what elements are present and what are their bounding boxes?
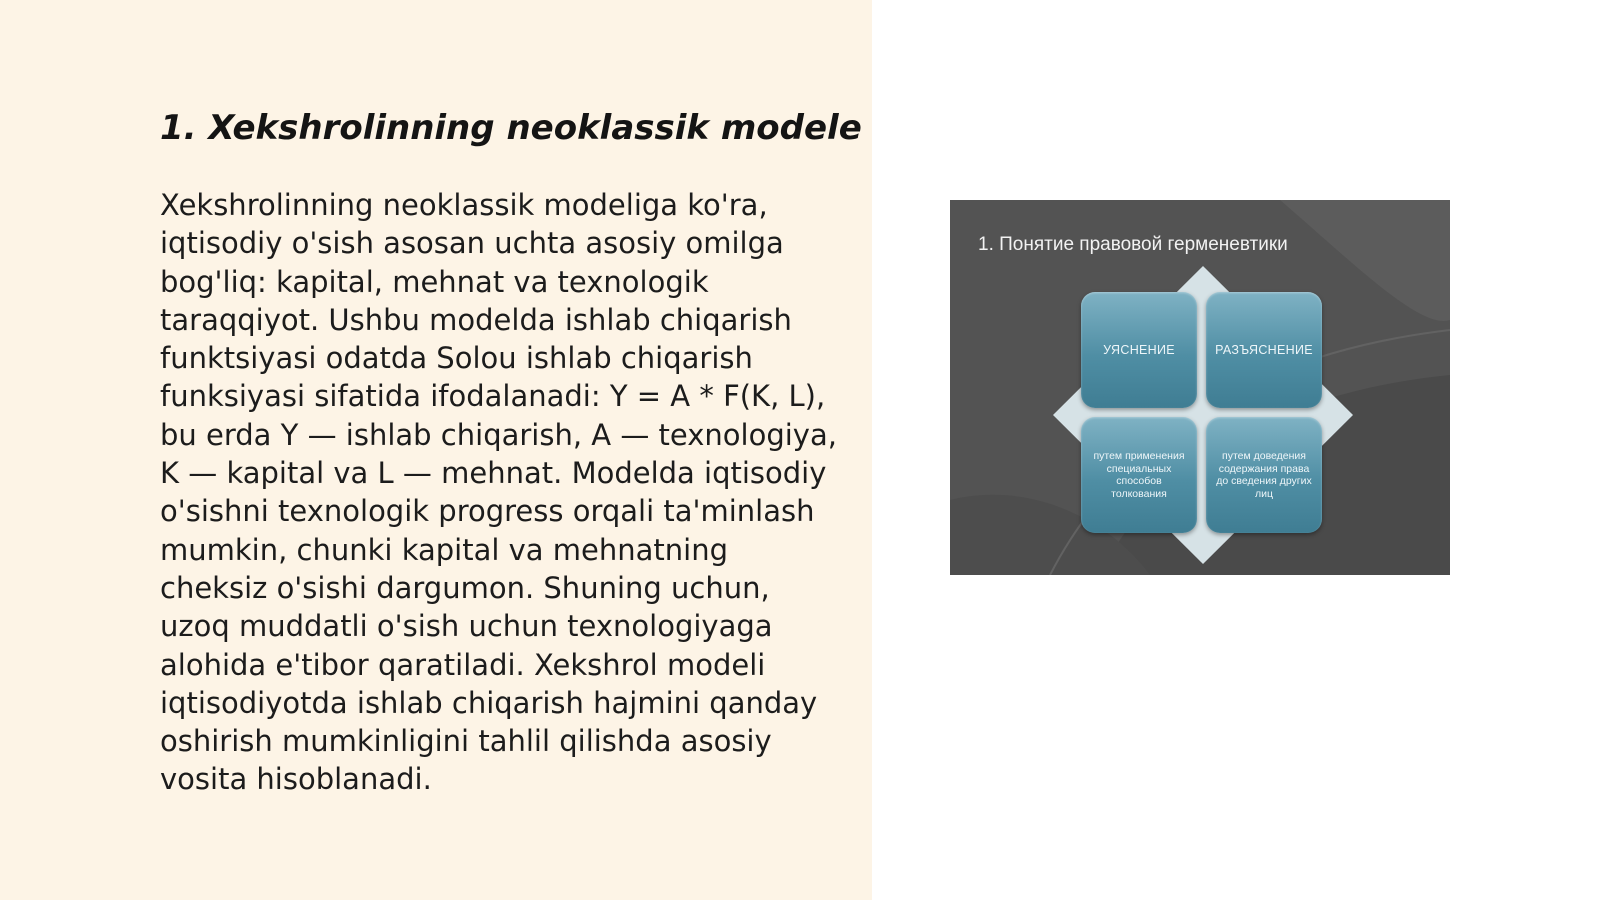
tile-razyasnenie: РАЗЪЯСНЕНИЕ	[1206, 292, 1322, 408]
diagram-image	[950, 200, 1450, 575]
slide-title: 1. Xekshrolinning neoklassik modele	[160, 108, 862, 148]
diagram-background	[950, 200, 1450, 575]
tile-inform-others: путем доведения содержания права до сведения других лиц	[1206, 417, 1322, 533]
tile-special-methods: путем применения специальных способов толкования	[1081, 417, 1197, 533]
tile-uyasnenie: УЯСНЕНИЕ	[1081, 292, 1197, 408]
diagram-title: 1. Понятие правовой герменевтики	[978, 234, 1288, 255]
slide-body-text: Xekshrolinning neoklassik modeliga ko'ra, iqtisodiy o'sish asosan uchta asosiy omilga bog'liq: kapital, mehnat va texnologik taraqqiyot. Ushbu modelda ishlab chiqarish funktsiyasi odatda Solou ishlab chiqarish funksiyasi sifatida ifodalanadi: Y = A * F(K, L), bu erda Y — ishlab chiqarish, A — texnologiya, K — kapital va L — mehnat. Modelda iqtisodiy o'sishni texnologik progress orqali ta'minlash mumkin, chunki kapital va mehnatning cheksiz o'sishi dargumon. Shuning uchun, uzoq muddatli o'sish uchun texnologiyaga alohida e'tibor qaratiladi. Xekshrol modeli iqtisodiyotda ishlab chiqarish hajmini qanday oshirish mumkinligini tahlil qilishda asosiy vosita hisoblanadi.	[160, 188, 837, 797]
